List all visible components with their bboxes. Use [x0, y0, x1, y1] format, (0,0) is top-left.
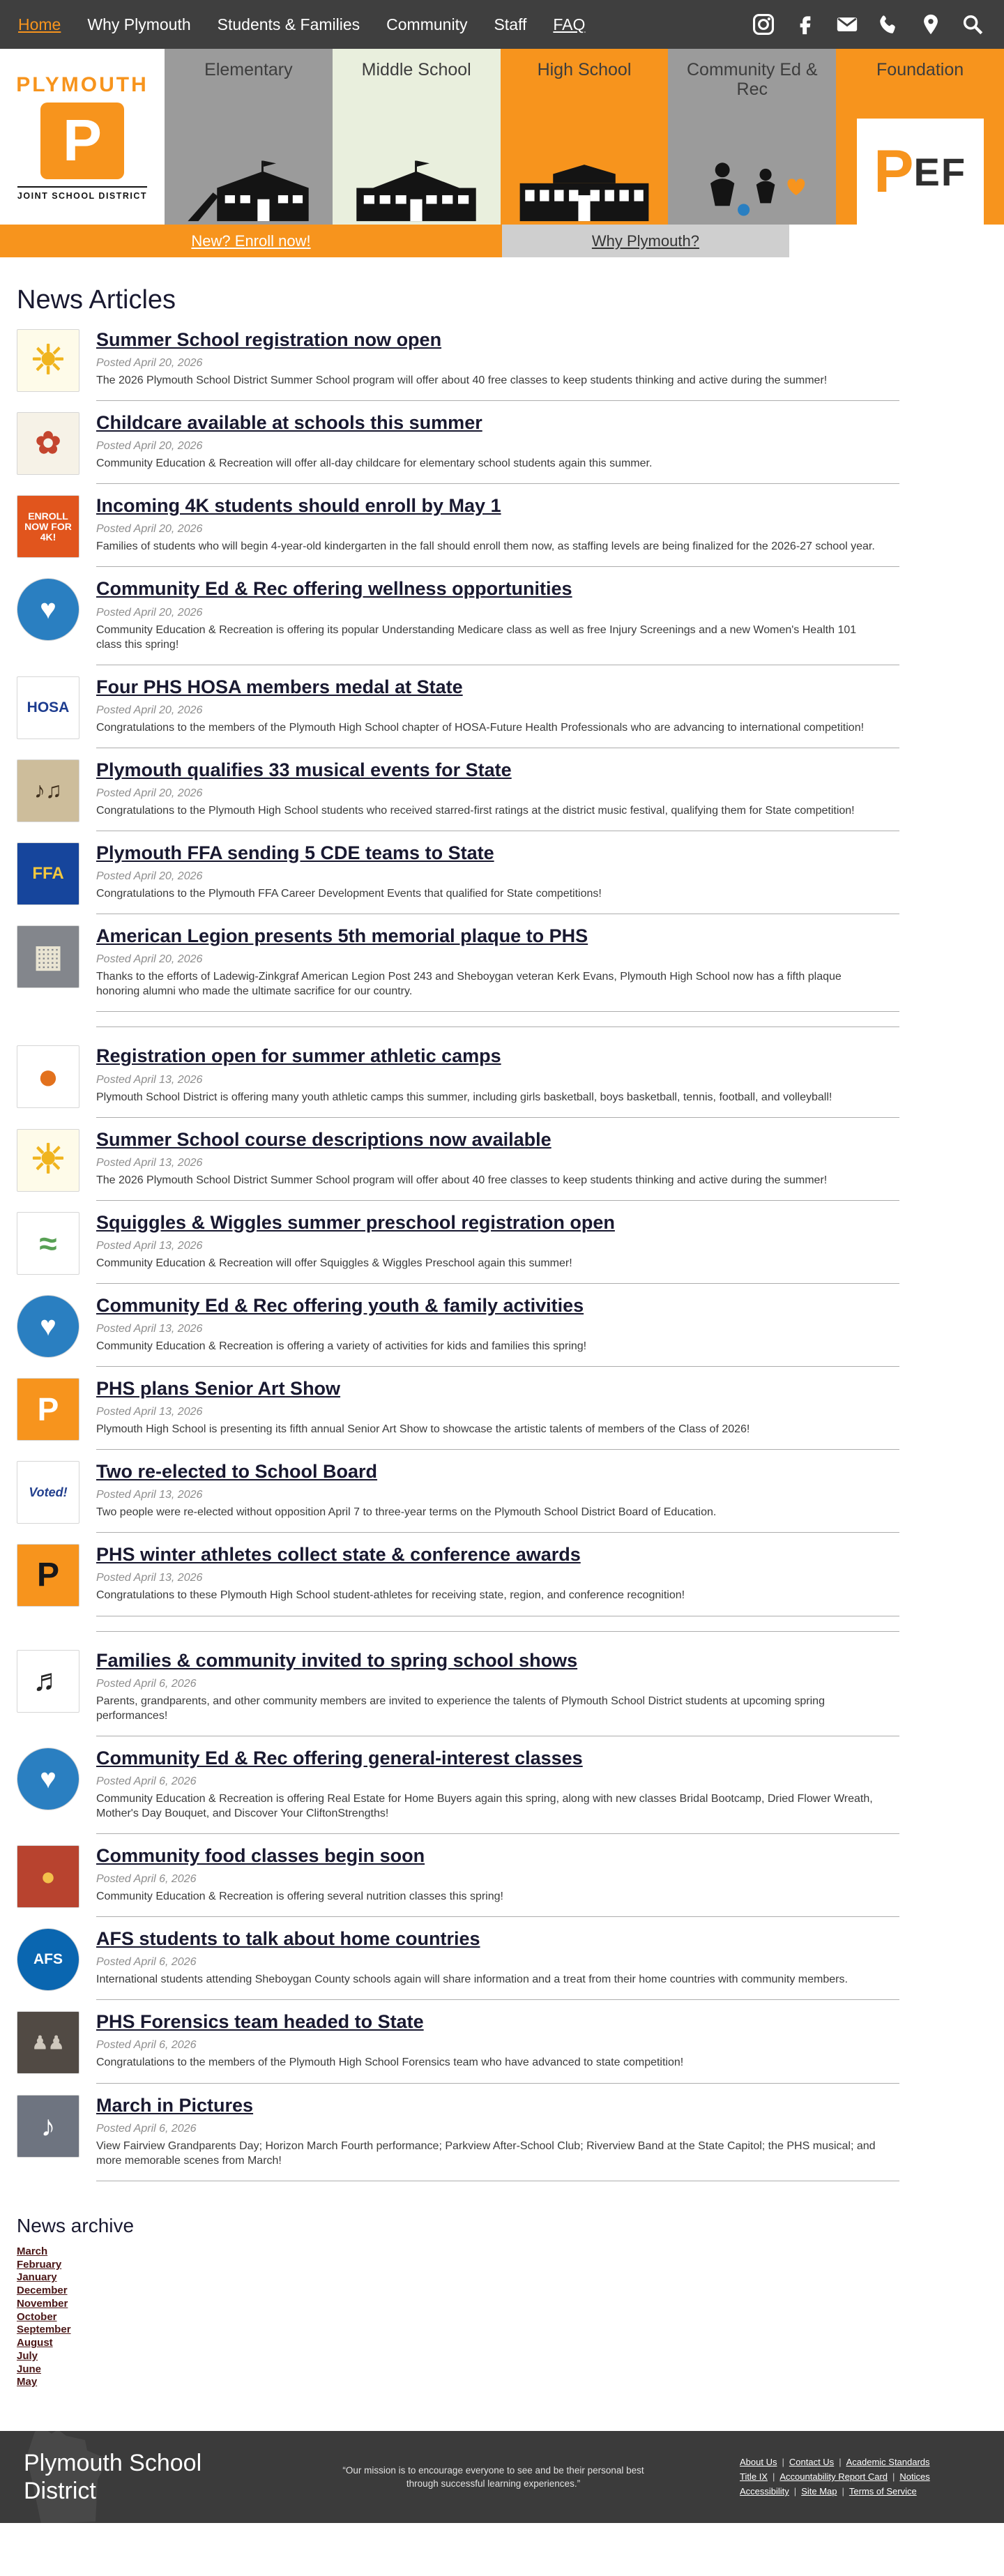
why-plymouth-link[interactable]: Why Plymouth? — [591, 232, 699, 250]
footer-link-contact-us[interactable]: Contact Us — [789, 2456, 835, 2467]
footer-link-separator: | — [793, 2486, 797, 2497]
archive-month-may[interactable]: May — [17, 2376, 38, 2388]
article-summary: Community Education & Recreation is offering Real Estate for Home Buyers again this spring, along with new classes Bridal Bootcamp, Dried Flower Wreath, Mother's Day Bouquet, and Discover Your CliftonStrengths! — [96, 1792, 873, 1819]
school-tile-elementary[interactable] — [165, 49, 333, 225]
pef-logo-icon: P EF — [836, 79, 1004, 225]
article-thumbnail[interactable]: ♥ — [17, 578, 79, 641]
article-thumbnail[interactable]: ☀ — [17, 329, 79, 392]
news-article — [17, 484, 1004, 567]
article-title-link[interactable]: Summer School course descriptions now available — [96, 1128, 552, 1150]
article-body — [96, 1748, 899, 1834]
article-summary: International students attending Sheboygan County schools again will share information and a treat from their home countries with community members. — [96, 1973, 848, 1986]
article-posted-date: Posted April 20, 2026 — [96, 870, 203, 883]
article-body — [96, 329, 899, 401]
school-banner — [0, 49, 1004, 225]
school-high-icon — [501, 79, 669, 225]
news-article — [17, 1834, 1004, 1917]
news-article — [17, 748, 1004, 831]
news-archive — [17, 2215, 1004, 2396]
article-posted-date: Posted April 6, 2026 — [96, 1775, 197, 1787]
school-tile-community-ed-rec[interactable] — [668, 49, 836, 225]
why-plymouth-banner — [502, 225, 789, 257]
article-body — [96, 925, 899, 1012]
news-article — [17, 1450, 1004, 1533]
article-title-link[interactable]: Plymouth qualifies 33 musical events for State — [96, 759, 512, 780]
article-posted-date: Posted April 13, 2026 — [96, 1239, 203, 1252]
article-posted-date: Posted April 13, 2026 — [96, 1156, 203, 1169]
school-tile-middle-school[interactable] — [333, 49, 501, 225]
article-summary: Congratulations to these Plymouth High School student-athletes for receiving state, region, and conference recognition! — [96, 1589, 685, 1602]
cta-strip-spacer — [789, 225, 1004, 257]
article-title-link[interactable]: Community Ed & Rec offering wellness opportunities — [96, 578, 572, 600]
community-figures-icon — [668, 99, 836, 225]
article-title-link[interactable]: Community Ed & Rec offering general-interest classes — [96, 1747, 583, 1768]
article-summary: Congratulations to the Plymouth FFA Career Development Events that qualified for State competitions! — [96, 888, 602, 900]
article-thumbnail[interactable]: ENROLL NOW FOR 4K! — [17, 495, 79, 558]
article-thumbnail[interactable]: ♬ — [17, 1650, 79, 1713]
article-body — [96, 1650, 899, 1736]
article-title-link[interactable]: American Legion presents 5th memorial plaque to PHS — [96, 925, 588, 947]
school-tile-high-school[interactable] — [501, 49, 669, 225]
article-summary: Congratulations to the members of the Plymouth High School Forensics team who have advanced to state competition! — [96, 2056, 684, 2069]
article-title-link[interactable]: Four PHS HOSA members medal at State — [96, 676, 463, 697]
tile-label: Foundation — [876, 60, 964, 79]
news-article — [17, 401, 1004, 484]
news-article — [17, 1533, 1004, 1616]
article-title-link[interactable]: Two re-elected to School Board — [96, 1461, 378, 1483]
article-title-link[interactable]: Community food classes begin soon — [96, 1845, 425, 1867]
district-logo-wordmark: PLYMOUTH — [16, 73, 149, 96]
article-title-link[interactable]: AFS students to talk about home countries — [96, 1928, 480, 1950]
cta-strip — [0, 225, 1004, 257]
week-group-divider — [96, 1621, 899, 1632]
archive-month-december[interactable]: December — [17, 2285, 68, 2297]
article-summary: Community Education & Recreation will offer all-day childcare for elementary school students again this summer. — [96, 457, 653, 470]
article-thumbnail[interactable]: ☀ — [17, 1129, 79, 1192]
article-title-link[interactable]: Childcare available at schools this summer — [96, 412, 482, 434]
article-thumbnail[interactable]: ♥ — [17, 1748, 79, 1810]
article-posted-date: Posted April 20, 2026 — [96, 357, 203, 370]
news-articles-list — [17, 318, 1004, 2181]
footer-link-row — [740, 2456, 980, 2469]
news-article — [17, 567, 1004, 665]
news-archive-list — [17, 2245, 1004, 2389]
article-body — [96, 676, 899, 748]
news-article — [17, 914, 1004, 1012]
article-summary: Plymouth High School is presenting its fifth annual Senior Art Show to showcase the artistic talents of members of the Class of 2026! — [96, 1423, 750, 1436]
article-summary: Community Education & Recreation is offering its popular Understanding Medicare class as well as free Injury Screenings and a new Women's Health 101 class this spring! — [96, 623, 857, 651]
footer-link-notices[interactable]: Notices — [899, 2471, 930, 2482]
article-body — [96, 1045, 899, 1117]
nav-link-why-plymouth[interactable]: Why Plymouth — [87, 15, 191, 33]
tile-label: Middle School — [361, 60, 471, 79]
article-posted-date: Posted April 6, 2026 — [96, 2039, 197, 2052]
article-summary: View Fairview Grandparents Day; Horizon March Fourth performance; Parkview After-School Club; Riverview Band at the State Capitol; the PHS musical; and more memorable scenes from March! — [96, 2139, 876, 2167]
footer-link-accountability-report-card[interactable]: Accountability Report Card — [779, 2471, 888, 2482]
footer-link-accessibility[interactable]: Accessibility — [740, 2486, 789, 2497]
footer-link-terms-of-service[interactable]: Terms of Service — [849, 2486, 917, 2497]
article-thumbnail[interactable]: HOSA — [17, 676, 79, 739]
footer-link-separator: | — [772, 2471, 775, 2482]
email-icon[interactable] — [835, 13, 859, 36]
article-summary: Congratulations to the Plymouth High School students who received starred-first ratings at the district music festival, qualifying them for State competition! — [96, 804, 855, 817]
footer-link-separator: | — [839, 2456, 842, 2467]
top-nav-icons — [752, 13, 984, 36]
footer-link-academic-standards[interactable]: Academic Standards — [846, 2456, 930, 2467]
article-thumbnail[interactable]: P — [17, 1544, 79, 1607]
article-thumbnail[interactable]: P — [17, 1378, 79, 1441]
facebook-icon[interactable] — [793, 13, 817, 36]
article-thumbnail[interactable]: ♥ — [17, 1295, 79, 1358]
footer-link-row — [740, 2471, 980, 2483]
article-posted-date: Posted April 13, 2026 — [96, 1572, 203, 1584]
news-article — [17, 665, 1004, 748]
article-posted-date: Posted April 13, 2026 — [96, 1406, 203, 1418]
enroll-now-banner — [0, 225, 502, 257]
footer-links — [740, 2454, 980, 2501]
archive-month-july[interactable]: July — [17, 2349, 38, 2362]
article-title-link[interactable]: Summer School registration now open — [96, 329, 442, 350]
article-thumbnail[interactable]: ♪ — [17, 2095, 79, 2158]
article-summary: The 2026 Plymouth School District Summer School program will offer about 40 free classes to keep students thinking and active during the summer! — [96, 1174, 828, 1186]
news-article — [17, 1639, 1004, 1736]
instagram-icon[interactable] — [752, 13, 775, 36]
footer-link-row — [740, 2485, 980, 2498]
article-summary: Community Education & Recreation is offering a variety of activities for kids and families this spring! — [96, 1340, 587, 1352]
archive-month-september[interactable]: September — [17, 2324, 71, 2336]
article-posted-date: Posted April 13, 2026 — [96, 1073, 203, 1086]
news-article — [17, 1201, 1004, 1284]
nav-link-students-families[interactable]: Students & Families — [217, 15, 360, 33]
footer-link-site-map[interactable]: Site Map — [801, 2486, 837, 2497]
article-thumbnail[interactable]: ▦ — [17, 925, 79, 988]
search-icon[interactable] — [961, 13, 984, 36]
article-summary: Parents, grandparents, and other community members are invited to experience the talents of Plymouth School District students at upcoming spring performances! — [96, 1695, 825, 1722]
article-posted-date: Posted April 6, 2026 — [96, 1677, 197, 1690]
archive-month-june[interactable]: June — [17, 2363, 42, 2375]
footer-district-name: Plymouth School District — [24, 2449, 202, 2505]
district-logo[interactable] — [0, 49, 165, 225]
archive-month-october[interactable]: October — [17, 2310, 57, 2323]
article-summary: Families of students who will begin 4-year-old kindergarten in the fall should enroll them now, as staffing levels are being finalized for the 2026-27 school year. — [96, 540, 875, 553]
footer — [0, 2431, 1004, 2523]
school-elementary-icon — [165, 79, 333, 225]
archive-month-january[interactable]: January — [17, 2271, 57, 2284]
article-title-link[interactable]: Registration open for summer athletic camps — [96, 1045, 501, 1067]
footer-link-title-ix[interactable]: Title IX — [740, 2471, 768, 2482]
article-title-link[interactable]: Incoming 4K students should enroll by May 1 — [96, 495, 501, 517]
article-body — [96, 2095, 899, 2181]
article-body — [96, 1461, 899, 1533]
news-article — [17, 1284, 1004, 1367]
article-title-link[interactable]: Plymouth FFA sending 5 CDE teams to State — [96, 842, 494, 864]
school-middle-icon — [333, 79, 501, 225]
article-title-link[interactable]: PHS winter athletes collect state & conference awards — [96, 1544, 581, 1566]
footer-link-separator: | — [782, 2456, 784, 2467]
article-title-link[interactable]: Squiggles & Wiggles summer preschool registration open — [96, 1211, 615, 1233]
article-title-link[interactable]: Community Ed & Rec offering youth & family activities — [96, 1294, 584, 1316]
article-body — [96, 578, 899, 665]
footer-mission-statement: “Our mission is to encourage everyone to see and be their personal best through successful learning experiences.” — [342, 2464, 644, 2490]
article-posted-date: Posted April 20, 2026 — [96, 953, 203, 966]
article-thumbnail[interactable]: AFS — [17, 1928, 79, 1991]
article-body — [96, 842, 899, 914]
article-body — [96, 1212, 899, 1284]
article-thumbnail[interactable]: ♟♟ — [17, 2011, 79, 2074]
news-article — [17, 318, 1004, 401]
article-thumbnail[interactable]: Voted! — [17, 1461, 79, 1524]
tile-label: Elementary — [204, 60, 293, 79]
archive-month-march[interactable]: March — [17, 2245, 48, 2257]
news-article — [17, 1917, 1004, 2000]
tile-label: High School — [537, 60, 632, 79]
article-posted-date: Posted April 20, 2026 — [96, 704, 203, 716]
article-body — [96, 2011, 899, 2083]
article-summary: Two people were re-elected without opposition April 7 to three-year terms on the Plymouth School District Board of Education. — [96, 1506, 717, 1519]
archive-month-february[interactable]: February — [17, 2258, 62, 2271]
article-posted-date: Posted April 13, 2026 — [96, 1489, 203, 1501]
article-thumbnail[interactable]: ● — [17, 1045, 79, 1108]
article-body — [96, 1544, 899, 1616]
article-thumbnail[interactable]: FFA — [17, 842, 79, 905]
article-posted-date: Posted April 20, 2026 — [96, 523, 203, 536]
district-logo-mark: P — [40, 103, 124, 179]
article-summary: Community Education & Recreation will offer Squiggles & Wiggles Preschool again this summer! — [96, 1257, 572, 1269]
nav-link-community[interactable]: Community — [386, 15, 468, 33]
article-summary: The 2026 Plymouth School District Summer School program will offer about 40 free classes to keep students thinking and active during the summer! — [96, 374, 828, 387]
article-body — [96, 1928, 899, 2000]
article-thumbnail[interactable]: ✿ — [17, 412, 79, 475]
article-summary: Community Education & Recreation is offering several nutrition classes this spring! — [96, 1891, 503, 1903]
article-body — [96, 1295, 899, 1367]
archive-month-november[interactable]: November — [17, 2297, 68, 2310]
article-title-link[interactable]: Families & community invited to spring school shows — [96, 1649, 578, 1671]
article-thumbnail[interactable]: ≈ — [17, 1212, 79, 1275]
footer-link-separator: | — [842, 2486, 844, 2497]
tile-label: Community Ed & Rec — [687, 60, 818, 99]
article-summary: Congratulations to the members of the Plymouth High School chapter of HOSA-Future Health Professionals who are advancing to international competition! — [96, 721, 865, 734]
phone-icon[interactable] — [877, 13, 901, 36]
article-posted-date: Posted April 6, 2026 — [96, 1956, 197, 1969]
article-title-link[interactable]: PHS Forensics team headed to State — [96, 2011, 424, 2033]
footer-link-about-us[interactable]: About Us — [740, 2456, 777, 2467]
article-posted-date: Posted April 20, 2026 — [96, 440, 203, 453]
article-thumbnail[interactable]: ● — [17, 1845, 79, 1908]
nav-link-staff[interactable]: Staff — [494, 15, 527, 33]
school-tile-foundation[interactable] — [836, 49, 1004, 225]
article-body — [96, 1378, 899, 1450]
article-body — [96, 495, 899, 567]
news-article — [17, 1367, 1004, 1450]
article-posted-date: Posted April 20, 2026 — [96, 787, 203, 799]
news-article — [17, 2084, 1004, 2181]
news-article — [17, 1118, 1004, 1201]
news-article — [17, 831, 1004, 914]
article-body — [96, 1129, 899, 1201]
news-article — [17, 1736, 1004, 1834]
page-title: News Articles — [17, 285, 176, 315]
top-nav-bar — [0, 0, 1004, 49]
article-summary: Plymouth School District is offering many youth athletic camps this summer, including girls basketball, boys basketball, tennis, football, and volleyball! — [96, 1091, 832, 1103]
location-icon[interactable] — [919, 13, 943, 36]
week-group-divider — [96, 1016, 899, 1027]
nav-link-home[interactable]: Home — [18, 15, 61, 33]
nav-link-faq[interactable]: FAQ — [553, 15, 586, 33]
article-posted-date: Posted April 6, 2026 — [96, 2122, 197, 2135]
article-title-link[interactable]: PHS plans Senior Art Show — [96, 1378, 341, 1400]
article-posted-date: Posted April 6, 2026 — [96, 1873, 197, 1886]
main-content — [0, 257, 1004, 2396]
footer-link-separator: | — [892, 2471, 895, 2482]
article-posted-date: Posted April 20, 2026 — [96, 606, 203, 619]
district-logo-subtitle: JOINT SCHOOL DISTRICT — [17, 186, 147, 201]
article-body — [96, 412, 899, 484]
news-article — [17, 1034, 1004, 1117]
article-thumbnail[interactable]: ♪♫ — [17, 759, 79, 822]
article-body — [96, 759, 899, 831]
article-summary: Thanks to the efforts of Ladewig-Zinkgraf American Legion Post 243 and Sheboygan veteran Kerk Evans, Plymouth High School now has a fifth plaque honoring alumni who made the ultimate sacrifice for our country. — [96, 971, 842, 998]
archive-month-august[interactable]: August — [17, 2337, 53, 2349]
news-article — [17, 2000, 1004, 2083]
school-tiles — [165, 49, 1004, 225]
top-nav-links — [18, 15, 585, 34]
article-title-link[interactable]: March in Pictures — [96, 2094, 254, 2116]
enroll-now-link[interactable]: New? Enroll now! — [191, 232, 311, 250]
news-archive-title: News archive — [17, 2214, 135, 2236]
article-posted-date: Posted April 13, 2026 — [96, 1322, 203, 1335]
article-body — [96, 1845, 899, 1917]
